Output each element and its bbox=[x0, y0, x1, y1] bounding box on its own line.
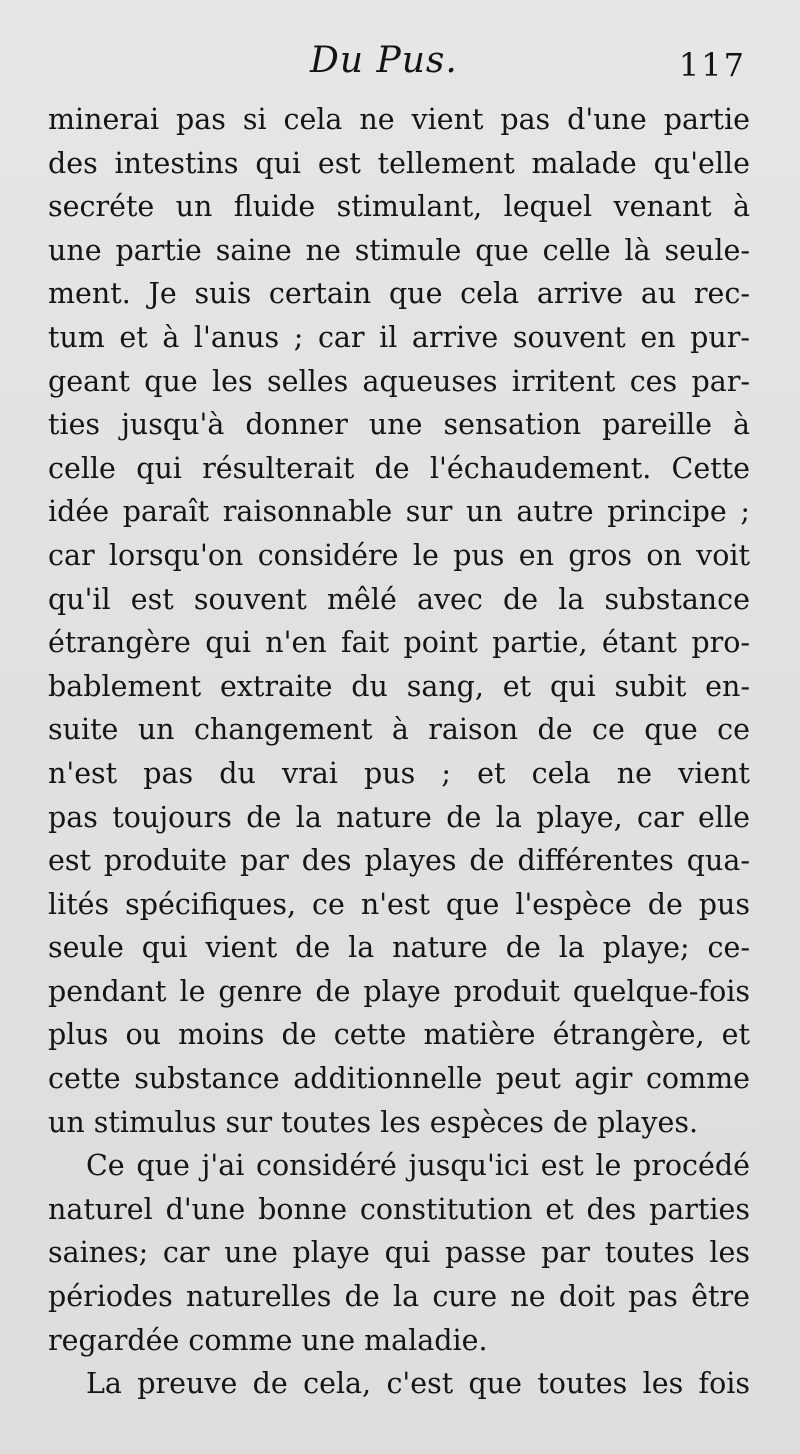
text-line: un stimulus sur toutes les espèces de playes. bbox=[48, 1105, 699, 1139]
text-line: secréte un fluide stimulant, lequel venant à bbox=[48, 190, 750, 224]
text-line: minerai pas si cela ne vient pas d'une partie bbox=[48, 103, 750, 136]
text-line: est produite par des playes de différentes qua- bbox=[48, 844, 750, 878]
text-line: étrangère qui n'en fait point partie, étant pro- bbox=[48, 626, 750, 660]
text-line: saines; car une playe qui passe par toutes les bbox=[48, 1236, 750, 1270]
text-line: regardée comme une maladie. bbox=[48, 1323, 488, 1357]
text-line: ties jusqu'à donner une sensation pareille à bbox=[48, 408, 750, 442]
paragraph bbox=[48, 1144, 750, 1362]
text-line: celle qui résulterait de l'échaudement. Cette bbox=[48, 451, 750, 485]
text-line: n'est pas du vrai pus ; et cela ne vient bbox=[48, 756, 750, 790]
text-line: bablement extraite du sang, et qui subit en- bbox=[48, 669, 750, 703]
text-line: naturel d'une bonne constitution et des parties bbox=[48, 1192, 750, 1226]
paragraph bbox=[48, 1362, 750, 1406]
text-line: tum et à l'anus ; car il arrive souvent en pur- bbox=[48, 320, 750, 354]
text-line: Ce que j'ai considéré jusqu'ici est le procédé bbox=[86, 1149, 750, 1183]
body-text bbox=[48, 98, 750, 1406]
text-line: La preuve de cela, c'est que toutes les fois bbox=[86, 1367, 750, 1401]
paragraph bbox=[48, 98, 750, 1144]
text-line: plus ou moins de cette matière étrangère, et bbox=[48, 1018, 750, 1052]
text-line: des intestins qui est tellement malade qu'elle bbox=[48, 146, 750, 180]
text-line: pendant le genre de playe produit quelque-fois bbox=[48, 974, 750, 1008]
text-line: lités spécifiques, ce n'est que l'espèce de pus bbox=[48, 887, 750, 921]
text-line: ment. Je suis certain que cela arrive au rec- bbox=[48, 277, 750, 311]
text-line: qu'il est souvent mêlé avec de la substance bbox=[48, 582, 750, 616]
text-line: cette substance additionnelle peut agir comme bbox=[48, 1062, 750, 1096]
text-line: pas toujours de la nature de la playe, car elle bbox=[48, 800, 750, 834]
text-line: seule qui vient de la nature de la playe; ce- bbox=[48, 931, 750, 965]
running-title: Du Pus. bbox=[310, 40, 458, 81]
text-line: geant que les selles aqueuses irritent ces par- bbox=[48, 364, 750, 398]
page-header bbox=[0, 40, 800, 96]
text-line: idée paraît raisonnable sur un autre principe ; bbox=[48, 495, 750, 529]
page-number: 117 bbox=[678, 46, 746, 84]
text-line: car lorsqu'on considére le pus en gros on voit bbox=[48, 538, 750, 572]
text-line: périodes naturelles de la cure ne doit pas être bbox=[48, 1280, 750, 1314]
text-line: une partie saine ne stimule que celle là seule- bbox=[48, 233, 750, 267]
text-line: suite un changement à raison de ce que ce bbox=[48, 713, 750, 747]
